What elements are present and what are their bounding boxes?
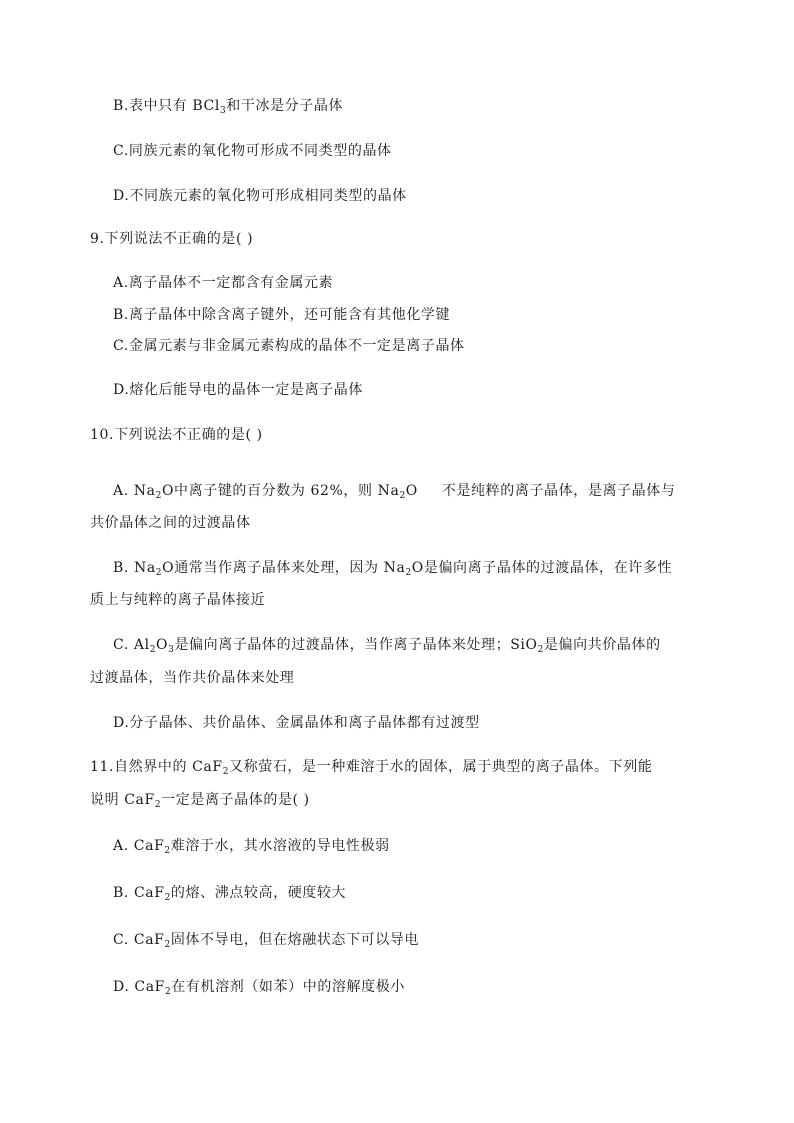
q8-option-d: D.不同族元素的氧化物可形成相同类型的晶体	[113, 188, 407, 204]
q10-option-a: A. $Na_2O$中离子键的百分数为 62%，则 $Na_2O$ 不是纯粹的离子晶体，是离子晶体与	[113, 483, 676, 501]
q9-option-a: A.离子晶体不一定都含有金属元素	[113, 275, 334, 291]
q10-option-a-continued: 共价晶体之间的过渡晶体	[90, 515, 251, 531]
q8-option-b: B.表中只有 BCl$_3$和干冰是分子晶体	[113, 98, 344, 116]
q11-option-c: C. CaF$_2$固体不导电，但在熔融状态下可以导电	[113, 932, 420, 950]
q10-stem: 10.下列说法不正确的是( )	[90, 427, 263, 443]
q10-option-c: C. $Al_2O_3$是偏向离子晶体的过渡晶体，当作离子晶体来处理；SiO$_2$是偏向共价晶体的	[113, 637, 661, 655]
q10-option-b: B. $Na_2O$通常当作离子晶体来处理，因为 $Na_2O$是偏向离子晶体的过渡晶体，在许多性	[113, 560, 673, 578]
q11-option-d: D. CaF$_2$在有机溶剂（如苯）中的溶解度极小	[113, 979, 405, 997]
q8-option-c: C.同族元素的氧化物可形成不同类型的晶体	[113, 143, 392, 159]
q10-option-c-continued: 过渡晶体，当作共价晶体来处理	[90, 670, 295, 686]
q9-option-c: C.金属元素与非金属元素构成的晶体不一定是离子晶体	[113, 338, 465, 354]
q10-option-b-continued: 质上与纯粹的离子晶体接近	[90, 592, 266, 608]
q11-option-a: A. CaF$_2$难溶于水，其水溶液的导电性极弱	[113, 838, 390, 856]
q9-option-d: D.熔化后能导电的晶体一定是离子晶体	[113, 382, 363, 398]
q11-stem: 11.自然界中的 CaF$_2$又称萤石，是一种难溶于水的固体，属于典型的离子晶体。下列能	[90, 759, 653, 777]
q11-stem-continued: 说明 CaF$_2$一定是离子晶体的是( )	[90, 792, 310, 810]
q10-option-d: D.分子晶体、共价晶体、金属晶体和离子晶体都有过渡型	[113, 715, 480, 731]
q11-option-b: B. CaF$_2$的熔、沸点较高，硬度较大	[113, 885, 347, 903]
q9-stem: 9.下列说法不正确的是( )	[90, 231, 254, 247]
q9-option-b: B.离子晶体中除含离子键外，还可能含有其他化学键	[113, 307, 451, 323]
